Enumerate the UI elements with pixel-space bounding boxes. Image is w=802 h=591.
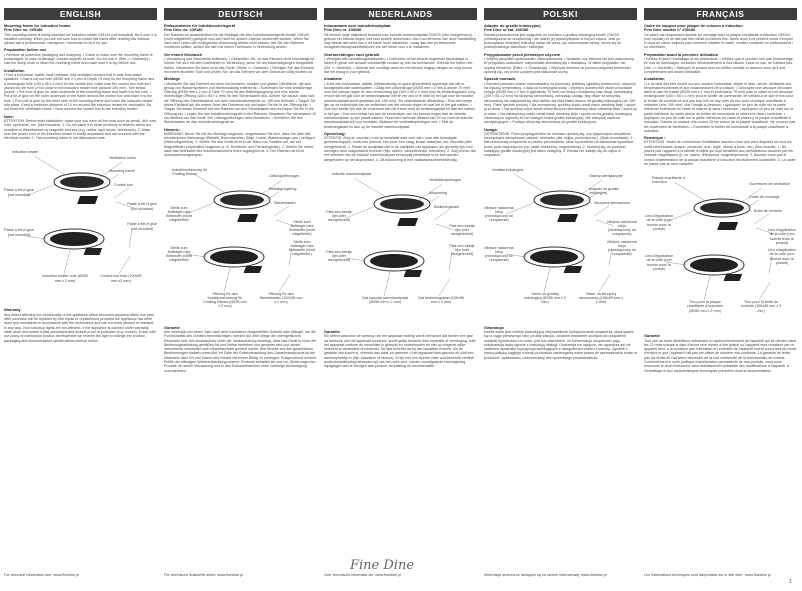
column-body (164, 20, 317, 373)
label-control-box: Control box (114, 183, 133, 188)
section-text: • Le produit doit être monté sur une surface horizontale, stable et lisse, sèche, résistante aux températures élevées et aux éclaboussures de la plaque. • Découpez une découpe circulaire dans le plan de travail (Ø255 mm x 2 mm et profondeur 70 mm) pour le cadre et une découpe rectangulaire (100 x 55 x 2 mm) pour le boîtier de commande, en veillant à ce que le trou pour le boîtier de contrôle ne soit pas trop loin ou trop près du trou pour la plaque chauffante à induction (env. 150 mm). Voir l'image ci-dessous. • Appliquez un peu de colle sur la partie inférieure extérieure du cadre et insérez-le dans l'ouverture. • Appliquez un peu de colle sur la partie inférieure du cadre autour du boîtier de commande et insérez-le dans l'ouverture. • Appliquez un peu de colle sur la partie intérieure du cadre et placez-y la plaque chauffante à induction. Gardez un espace d'au moins 15 cm autour de la plaque chauffante. Ne couvrez pas les ouvertures de ventilation. • Connectez le boîtier de commande à la plaque chauffante à induction. (644, 81, 796, 133)
label-glue: Lieu d'application de la colle (non fournie avec le produit) (644, 254, 674, 271)
product-title: Adapter do grzałki indukcyjnej (484, 23, 541, 28)
label-glue: Stelle zum Auftragen des Klebstoffs (nicht mitgeliefert) (288, 239, 316, 257)
label-ventilation: Ouvertures de ventilation (749, 182, 790, 187)
label-control-box: Boîte de contrôle (754, 209, 782, 214)
label-glue: Stelle zum Auftragen des Klebstoffs (nicht mitgeliefert) (165, 205, 193, 223)
label-glue: Lieu d'application de la colle (non fournie avec le produit) (644, 214, 674, 231)
label-ventilation: Otwory wentylacyjne (589, 173, 623, 178)
section-text: ATTENTIE: Zorg er, voordat u met de installatie start voor dat u over alle benodigde gereedschappen, zoals een potlood, een boor, een zaag, liniaal, waterpas, etc. beschikt (niet meegeleverd). 1. Plaats de kookplaat niet in de nabijheid van apparaten die gevoelig zijn voor storingen door magnetische bronnen (bijv. radio's, cassettedecks, televisies). 2. Zorg ervoor dat het netsnoer van de inductie warmhoudplaat eenvoudig bereikbaar is en kan worden aangesloten op het stopcontact. 3. Dit inbouwring is niet vaatwasmachinebestendig. (324, 136, 476, 162)
language-column-5 (644, 8, 797, 583)
intro-text: Ce cadre est uniquement destiné au montage avec la plaque chauffante à induction 239103 (non incluse) et ne doit pas être utilisé à d'autres fins. Après avoir lu le présent mode d'emploi, si vous ne savez toujours pas comment installer le cadre, veuillez contacter un professionnel / un électricien. (644, 32, 794, 50)
column-body (324, 20, 477, 369)
label-heater: Induction heater (12, 150, 39, 155)
label-ventilation: Ventilation holes (109, 156, 136, 161)
installation-diagram (484, 162, 637, 322)
label-glue: Stelle zum Auftragen des Klebstoffs (nicht mitgeliefert) (165, 245, 193, 263)
label-glue: Plak een beetje lijm (niet meegeleverd) (326, 209, 352, 223)
technical-info-link[interactable]: Voor technische informatie zie: www.finedine.pl (324, 573, 401, 577)
section-title: Montage (164, 76, 180, 82)
label-heater-hole: Trou pour la plaque chauffante à induction (Ø255 mm x 2 mm) (686, 300, 724, 313)
section-text: Tout vice ou toute défaillance entraînant un dysfonctionnement de l'appareil qui se déclare dans les 12 mois suivant la date d'achat sera réparé à titre gratuit ou l'appareil sera remplacé par un appareil neuf, à la condition que l'utilisation et l'entretien de l'appareil soient conformes au mode d'emploi et que l'appareil n'ait pas été utilisé de manière non conforme. La garantie ne limite pas les droits de l'acheteur découlant de la non-conformité de la marchandise au contrat. Conformément à notre politique d'amélioration permanente de nos produits, nous nous réservons le droit d'introduire sans avertissement préalable des modifications à l'appareil, à l'emballage et aux caractéristiques techniques précisées dans la documentation. (644, 338, 797, 373)
label-frame: Befestigungsring (269, 186, 297, 191)
brand-signature: Fine Dine (350, 558, 415, 573)
label-heater-hole: Öffnung für den Induktionsheizung für Chafing Dishes (Ø255 mm x 2 mm) (203, 291, 247, 309)
label-control-box: Skrzynka sterownicza (594, 200, 630, 205)
section-text: ATTENTION: Before start installation, make sure you have all the tools such as pencil, drill, saw, ruler, spirit level, etc. (Not included). 1. Do not place it in close proximity to devices which are sensitive to disturbances by magnetic sources (e.g. radios, tape decks, televisions). 2. Make sure the power cord of the induction heater is easily accessible and can connect with the electrical socket. 3. This mounting frame is not dishwasher safe. (4, 118, 157, 141)
label-heater: Induktionsheizung für Chafing Dishes (172, 167, 208, 176)
product-title: Cadre de support pour plaque de cuisson à induction (644, 23, 743, 28)
section-title: Sposób montażu (484, 76, 516, 82)
language-heading: FRANÇAIS (644, 8, 797, 20)
label-control-box-hole: Otwór na skrzynkę sterowniczą (100x55 mm x 2 mm) (579, 291, 623, 305)
technical-info-link[interactable]: Les informations techniques sont disponibles sur le site web : www.finedine.pl (644, 573, 771, 577)
label-heater-hole: Induction heater hole (Ø255 mm x 2 mm) (42, 274, 88, 283)
section-text: OSTRZEŻENIE: Przed przystąpieniem do montażu upewnij się, czy dysponujesz wszystkimi niezbędnymi narzędziami (ołówek, wiertarka, piła, linijka, poziomica itp.). (Brak w zestawie). 1. Nie umieszczaj urządzenia w pobliżu przedmiotów, które są wrażliwe na zakłócenia wywołane przez pola magnetyczne (np. radia, telewizory, magnetofony). 2. Upewnij się, że przewód zasilający grzałki indukcyjnej jest łatwo dostępny. 3. Ramka nie nadaje się do mycia w zmywarce. (484, 131, 634, 158)
section-title: Voorbereidingen voor gebruik (324, 51, 380, 57)
section-text: Elk defect waardoor de werking van het apparaat nadelig wordt beïnvloed dat binnen een jaar na aankoop van het apparaat voorkomt, wordt gratis hersteld door reparatie of vervanging, mits het apparaat conform de instructies is gebruikt en onderhouden en niet op enigerlei wijze verkeerd is behandeld of misbruikt. Dit laat onverlet uw bij wet bepaalde rechten. Als de garantie van kracht is, vermeld dan waar en wanneer u het apparaat hebt gekocht en sluit een aankoopbewijs in (bijv. kassabon of factuur). In lijn met ons streven naar voortdurende verdere productontwikkeling behouden wij ons het recht voor, zonder voorafgaande kennisgeving wijzigingen aan te brengen aan product, verpakking en documentatie. (324, 334, 476, 369)
installation-diagram (644, 170, 797, 330)
label-glue: Paste a bit of glue (not included) (127, 222, 157, 231)
language-column-4 (484, 8, 637, 583)
intro-text: Ramka przeznaczona jest wyłącznie do montażu z grzałką indukcyjną model 239103 (niedołączona do urządzenia) i nie należy jej wykorzystywać w innych celach. Jeśli po przeczytaniu niniejszej instrukcji nadal nie wiesz, jak zamontować ramkę, zwróć się do profesjonalnego fachowca / elektryka. (484, 32, 622, 50)
section-title: Hinweis: (164, 126, 180, 132)
product-number: Fine Dine nr kat. 239186 (484, 27, 529, 33)
label-glue: Plak een beetje lijm (niet meegeleverd) (326, 249, 352, 263)
label-glue: Paste a bit of glue (not included) (127, 202, 157, 211)
language-column-2 (164, 8, 317, 583)
column-body (484, 20, 637, 360)
technical-info-link[interactable]: For technical information see: www.finedine.pl (4, 573, 80, 577)
section-text: Alle innerhalb von einem Jahr nach dem Kaufdatum festgestellten Defekte oder Mängel, die die Funktionalität des Gerätes beeinträchtigen, werden auf dem Wege der unentgeltlichen Reparatur bzw. des Austausches unter der Voraussetzung beseitigt, dass das Gerät in einer der Bedienungsanleitung gemäßen Art und Weise betrieben und gewartet wird und weder zweckfremd verwendet noch missbräuchlich genutzt wurde. Ihre Rechte aus den gesetzlichen Bestimmungen bleiben unberührt. Im Falle der Geltendmachung des Garantieanspruchs ist der Nachweis über Ort und Datum des Kaufes mit einem Beleg zu erbringen. Entsprechend unserer Politik der ständigen Weiterentwicklung unserer Produkte behalten wir uns vor, Änderungen am Produkt, an seiner Verpackung und in den Dokumentationen ohne vorherige Ankündigung vorzunehmen. (164, 329, 317, 373)
label-frame: Adapter do grzałki indukcyjnej (589, 186, 619, 195)
section-text: • Verwijder alle verpakkingsmaterialen. • Controleer of het inbouw ringenniet beschadigd is. Neem in geval van schade onmiddellijk contact op met uw leverancier. Gebruik het frame niet. (Zie >> Garantie). • Gebruik een vochtige doek om het inbouw ringing reinigen en zorg ervoor dat het droog is voor gebruik. (324, 57, 474, 74)
language-heading: DEUTSCH (164, 8, 317, 20)
label-frame: Cadre de montage (749, 195, 780, 200)
intro-text: Der Rahmen ist ausschließlich für die Montage mit dem Induktionsheizgerät Modell 239103 (nicht mitgeliefert) geeignet und darf nicht für andere Zwecke verwendet werden. Wenn Sie nach dem Lesen der vorliegenden Anweisung wieder nicht wissen, wie Sie den Rahmen montieren sollten, sollten Sie sich mit einem Fachmann in Verbindung setzen. (164, 32, 310, 50)
section-text: ATTENTION : Avant de commencer l'installation assurez-vous que vous disposez de tous les outils nécessaires (crayon, perceuse, scie, règle, niveau à bulle, etc.) (Non fournis). 1. Ne placez pas l'appareil à proximité d'objets qui sont sensibles aux perturbations causées par les champs magnétiques (p. ex. radios, téléviseurs, magnétophones). 2. Assurez-vous que le cordon d'alimentation de la plaque chauffante à induction est facilement accessible. 3. Le cadre ne passe pas au lave-vaisselle. (644, 140, 796, 166)
section-title: Przygotowanie przed pierwszym użyciem (484, 51, 561, 57)
label-heater: Plaque chauffante à induction (652, 176, 685, 185)
section-text: • Retirez et jetez l'emballage et les protections. • Vérifiez que le produit n'est pas endommagé. En cas de dommages, contactez immédiatement le fournisseur. Dans ce cas, ne l'utilisez pas. (Voir >> Garantie). • Nettoyez le produit avec un chiffon humide et assurez-vous qu'il soit complètement sec avant l'utilisation. (644, 57, 794, 74)
label-glue: Plak een beetje lijm (niet meegeleverd) (449, 243, 475, 257)
section-title: Préparation avant la première utilisation (644, 51, 719, 57)
label-glue: Plak een beetje lijm (niet meegeleverd) (449, 223, 475, 237)
section-text: Każda wada tych celetne powodująca nieprawidłowe funkcjonowanie urządzenia, która ujawni się w ciągu pierwszego roku od daty zakupu, zostanie bezpłatnie usunięta lub urządzenie zostanie wymienione na nowe, pod tym warunkiem, że konserwacja urządzenia i jego eksploatacja będą zgodne z instrukcją obsługi. Gwarancja nie wyłącza, nie ogranicza ani nie zawiesza uprawnień kupującego wynikających z niezgodności towaru z umową. Zgodnie z naszą polityką ciągłego rozwoju produktów zastrzegamy sobie prawo do wprowadzania zmian w produkcie, opakowaniu i dokumentacji bez uprzedniego powiadomienia. (484, 329, 637, 360)
language-heading: NEDERLANDS (324, 8, 477, 20)
section-text: • Verpackung und Schutzfolie entfernen. • Überprüfen Sie, ob das Element nicht beschädigt ist. Setzen Sie sich mit dem Lieferanten in Verbindung, wenn Sie die Beschädigungen festgestellt haben. Verwenden Sie dann nicht das Gerät. (Siehe >> Garantie). • Reinigen Sie das Element mit einem feuchten Tuch und prüfen Sie, ob das Element vor dem Gebrauch völlig trocken ist. (164, 57, 315, 74)
product-number: Fine Dine no. 239186 (4, 27, 43, 33)
label-glue: Lieu d'application de la colle (non fournie avec le produit) (767, 228, 797, 245)
label-glue: Miejsce nałożenia kleju (niedołączony do urządzenia) (484, 205, 514, 223)
section-title: Vor ersten Gebrauch (164, 51, 203, 57)
section-text: WARNUNG: Bevor Sie mit der Montage beginnen, vergewissern Sie sich, dass Sie über alle erforderlichen Werkzeuge (Bleistift, Bohrmaschine, Säge, Lineal, Wasserwaage usw.) verfügen. (Nicht mitgeliefert). 1. Stellen Sie das Gerät nicht in der Nähe von Geräten auf, die auf Magnetfelder empfindlich reagieren (z. B. Rundfunk- und Fernsehgeräte). 2. Stellen Sie sicher, dass das Netzkabel des Induktionskochers leicht zugänglich ist. 3. Der Rahmen ist nicht spülmaschinengeeignet. (164, 131, 316, 158)
label-heater: Grzałka indukcyjna (492, 167, 524, 172)
section-title: Garantie (324, 328, 340, 334)
label-ventilation: Ventilatieopeningen (429, 177, 462, 182)
section-title: Warranty (4, 307, 21, 313)
language-heading: ENGLISH (4, 8, 157, 20)
label-glue: Stelle zum Auftragen des Klebstoffs (nicht mitgeliefert) (288, 219, 316, 237)
section-title: Note: (4, 113, 14, 119)
language-column-1 (4, 8, 157, 583)
section-title: Garantie (164, 324, 180, 330)
section-title: Remarque : (644, 135, 666, 141)
label-glue: Paste a bit of glue (not included) (4, 228, 34, 237)
label-glue: Miejsce nałożenia kleju (niedołączony do urządzenia) (607, 239, 637, 257)
installation-diagram (164, 162, 317, 322)
label-glue: Lieu d'application de la colle (non fournie avec le produit) (767, 248, 797, 265)
section-text: • Element powinien zostać zamontowany na poziomej, stabilnej i gładkiej powierzchni, odpornej na wysoką temperaturę, z dala od rozbryzgów wody. • Wytnij w powierzchni otwór w kształcie okręgu (Ø255 mm x 2 mm & głębokość 70 mm) na ramkę montażową oraz drugi, prostokątny (100 x 55 x 2 mm) na skrzynkę sterowniczą, zwracając uwagę, aby otwór na skrzynkę sterowniczą nie znajdował się zbyt daleko ani zbyt blisko otworu na grzałkę indukcyjną (ok. 150 mm). Patrz rysunek poniżej. • Na zewnętrzną, spodnią część ramki nałóż odrobinę kleju i opuść ją w otwór. • Na spodnią część ramki wokół skrzynki sterowniczej nałóż odrobinę kleju i opuść ją w otwór. • Na wewnętrzną część ramki nałóż odrobinę kleju i opuść na nią grzałkę indukcyjną. Zachowaj co najmniej 15 cm odstępu wokół grzałki indukcyjnej. Nie zakrywaj otworów wentylacyjnych. • Podłącz skrzynkę sterowniczą do grzałki indukcyjnej. (484, 81, 637, 125)
section-text: • Find a horizontal, stable, heat resistant, well ventilated surface that is safe from water splashes. • Saw a cut-out hole (Ø255 mm x 2 mm & Depth 70 mm) for the mounting frame and a rectangular hole (100 x 55 x 2 mm) for the control box, make sure the control box hole isn't placed too far from or too close to the induction heater hole (around 150 mm). See below picture. • Put a bit of glue on outer underside of the mounting frame and lower it to the hole. • Put a bit of glue on the outer underside of the frame around the control box and lower it to the hole. • Put a bit of glue on the inner side of the mounting frame and lower the induction heater into place. Keep a minimum distance of 15 cm around the induction heater for ventilation. Do not block the ventilation holes. • Now connect the control box to the induction heater. (4, 72, 155, 112)
label-frame: Mounting frame (109, 169, 135, 174)
section-text: • Zdejmij wszystkie opakowania i zabezpieczenia. • Sprawdź, czy element nie jest uszkodzony. W przypadku uszkodzeń, natychmiast skontaktuj się z dostawcą. W takim przypadku, nie używaj elementu. (Patrz >> Gwarancja). • Wyczyść element za pomocą wilgotnej ściereczki i upewnij się, czy przed użyciem jest całkowicie suchy. (484, 57, 635, 74)
label-glue: Miejsce nałożenia kleju (niedołączony do urządzenia) (484, 245, 514, 263)
label-heater-hole: Gat inductie warmhoudplaat (Ø255 mm x 2 mm) (362, 295, 408, 305)
language-column-3 (324, 8, 477, 583)
label-control-box-hole: Gat bedieningskast (100x55 mm x 2 mm) (418, 295, 464, 305)
intro-text: This mounting frame is solely intended for Induction heater 239103 (not included). Be it sure it is installed correctly. When you are not sure how to install this frame after reading this manual, please ask a professional / handyman / electrician to do it for you. (4, 32, 157, 46)
section-title: Opmerking: (324, 130, 346, 136)
section-text: • Zoek een horizontaal, stabiel, hittebestendig en goed geventileerd oppervlak dat niet is blootgesteld aan waterspatten. • Zaag een uitsnede-gat (Ø255 mm x 2 mm & diepte 70 mm) voor het inbouw ringen en een rechthoekig gat (100 x 55 x 2 mm) voor de bedieningskast, zorg ervoor dat het gat voor de bedieningskast niet te ver van of te dicht bij het gat voor de inductie warmhoudplaat wordt geplaatst (ca. 150 mm). Zie onderstaande afbeelding. • Doe een beetje lijm op de buitenzijde van de onderkant van het inbouw ringen en laat het in het gat zakken. • Doe een beetje lijm aan de onderkant van het frame rond de bedieningskast en laat het zakken in het gat. • Doe een beetje lijm aan de binnenzijde van het inbouw ringen laat de inductie warmhoudplaat op zijn plaats zakken. Houd een minimale afstand van 15 cm rond de inductie warmhoudplaat vrij voor ventilatie. Blokkeer de ventilatieopeningen niet. • Sluit de bedieningskast nu aan op de inductie warmhoudplaat. (324, 81, 476, 129)
section-text: • Remove all protective packaging and wrapping. • Check to make sure the mounting frame is undamaged. In case of damage, contact supplier at once. Do not use it. (See >> Warranty) • Use the dump cloth to clean the mounting frame and make sure it is dry before use. (4, 52, 153, 66)
technical-info-link[interactable]: Informacje techniczne dostępne są na stronie internetowej: www.finedine.pl (484, 573, 607, 577)
section-title: Installatie (324, 76, 342, 82)
section-text: Any defect affecting the functionality of the appliance which becomes apparent within one year after purchase will be repaired by free repair or replacement provided the appliance has been used and maintained in accordance with the instructions and has not been abused or misused in any way. Your statutory rights are not affected. If the appliance is claimed under warranty, state when and where it was purchased and include proof of purchase (e.g. receipt). In line with our policy of continuous product development we reserve the right to change the product, packaging and documentation specifications without notice. (4, 312, 156, 343)
product-title: Inbouwraam voor inductiekookplaat (324, 23, 391, 28)
section-title: Installation (644, 76, 665, 82)
section-title: Installation (4, 67, 25, 73)
language-heading: POLSKI (484, 8, 637, 20)
label-frame: Inbouwring (429, 190, 448, 195)
label-control-box: Steuerkasten (274, 200, 296, 205)
product-number: Fine Dine nr. 239186 (324, 27, 362, 33)
section-text: • Montieren Sie das Element auf einer horizontalen, stabilen und glatten Oberfläche, die weit genug von Wasserspritzern und hitzebeständig entfernt ist. • Schneiden Sie eine kreisförmige Öffnung (Ø255 mm x 2 mm & Tiefe 70 mm) für den Befestigungsring und eine zweite rechteckige Öffnung (100 x 55 x 2 mm) für den Steuerkasten aus. Achten Sie darauf, dass sich die Öffnung des Steuerkastens von dem Induktionsheizgerät ca. 150 mm befindet. • Tragen Sie etwas Klebstoff auf die untere Seite des Rahmens auf und legen Sie ihn in die Öffnung ein. • Tragen Sie etwas Klebstoff auf den Rahmen um den Steuerkasten auf und legen Sie ihn in die Öffnung ein. • Legen Sie das Induktionsheizgerät in den Rahmen. Bewahren Sie mindestens 15 cm Abstand um das Gerät. Die Lüftungsöffnungen nicht blockieren. • Schließen Sie den Steuerkasten an das Induktionsheizgerät an. (164, 81, 317, 125)
label-control-box-hole: Control box hole (100x55 mm x2 mm) (100, 274, 142, 283)
label-control-box-hole: Trou pour la boîte de contrôle (100x55 mm x 2 mm) (740, 300, 782, 313)
section-title: Preparation before use (4, 47, 47, 53)
product-number: Fine Dine modèle n° 239186 (644, 27, 696, 33)
label-glue: Miejsce nałożenia kleju (niedołączony do urządzenia) (607, 219, 637, 237)
label-heater-hole: Otwór na grzałkę indukcyjną (Ø255 mm x 2 mm) (524, 291, 566, 305)
product-title: Einbaurahmen für Induktionsheizgerät (164, 23, 236, 28)
label-control-box-hole: Öffnung für den Steuerkasten (100x55 mm x 2 mm) (259, 291, 303, 305)
label-glue: Paste a bit of glue (not included) (4, 188, 34, 197)
section-title: Uwaga: (484, 126, 498, 132)
label-control-box: Bedieningskast (434, 204, 460, 209)
technical-info-link[interactable]: Für technische Auskünfte siehe: www.finedine.pl (164, 573, 243, 577)
intro-text: Dit inbouw ringe uitsluitend bedoeld voor inductie warmhoudplaat 239103 (niet meegeleverd), gebruik het inbouw ringen niet voor andere doeleinden. Als u na het lezen van deze handleiding nog steeds niet weet hoe u dit frame moet installeren, vraag dan een professionele loodgieter/handyman/elektricien om het frame voor u te installeren. (324, 32, 477, 50)
installation-diagram (324, 166, 477, 326)
product-title: Mounting frame for induction heater (4, 23, 71, 28)
label-ventilation: Lüftungsöffnungen (269, 173, 300, 178)
section-title: Gwarancja (484, 324, 504, 330)
label-heater: Inductie warmhoudplaat (332, 171, 372, 176)
installation-diagram (4, 144, 157, 304)
product-number: Fine Dine no. 239186 (164, 27, 203, 33)
page-number: 1 (789, 579, 792, 585)
column-body (644, 20, 797, 373)
column-body (4, 20, 157, 343)
section-title: Garantie (644, 333, 660, 339)
